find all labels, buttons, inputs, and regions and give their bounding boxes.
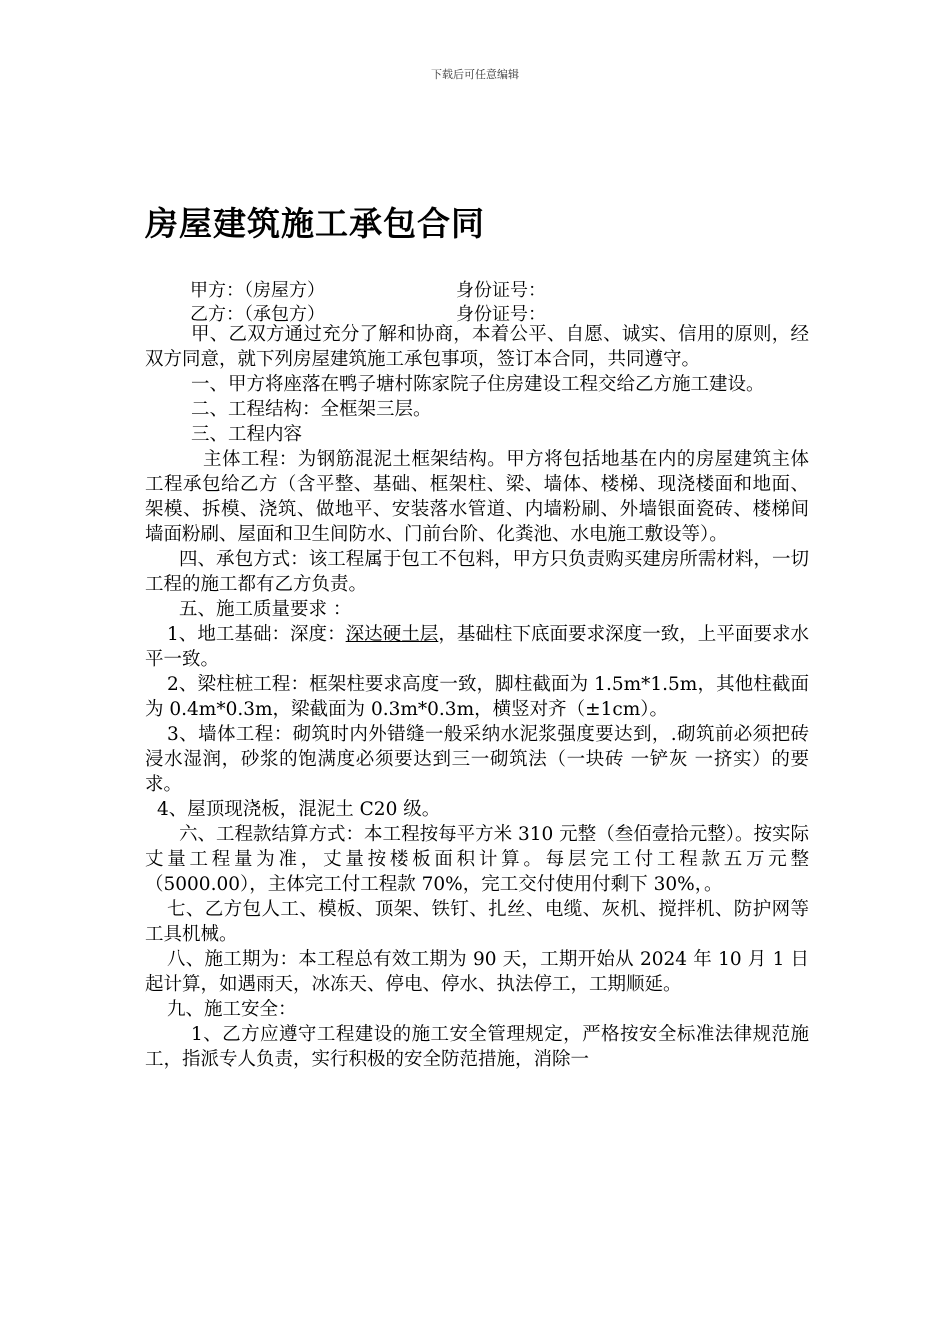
party-a-id-label: 身份证号： xyxy=(456,280,546,301)
section-5-heading: 五、施工质量要求 ： xyxy=(179,599,352,620)
quality-item-1-text: 1、地工基础：深度： xyxy=(167,624,346,645)
document-title: 房屋建筑施工承包合同 xyxy=(145,204,485,243)
section-4: 四、承包方式：该工程属于包工不包料，甲方只负责购买建房所需材料，一切工程的施工都有乙方负责。 xyxy=(145,549,809,595)
section-7: 七、乙方包人工、模板、顶架、铁钉、扎丝、电缆、灰机、搅拌机、防护网等工具机械。 xyxy=(145,899,809,945)
party-a-line xyxy=(190,276,546,302)
header-note: 下载后可任意编辑 xyxy=(431,68,519,81)
section-3-heading: 三、工程内容 xyxy=(191,424,303,445)
quality-item-1 xyxy=(145,622,809,672)
quality-item-1-underlined: 深达硬土层 xyxy=(345,624,439,645)
section-8: 八、施工期为：本工程总有效工期为 90 天，工期开始从 2024 年 10 月 1 日起计算，如遇雨天，冰冻天、停电、停水、执法停工，工期顺延。 xyxy=(145,949,809,995)
quality-item-2: 2、梁柱桩工程：框架柱要求高度一致，脚柱截面为 1.5m*1.5m，其他柱截面为 0.4m*0.3m，梁截面为 0.3m*0.3m，横竖对齐（±1cm）。 xyxy=(145,674,809,720)
section-3-body: 主体工程：为钢筋混泥土框架结构。甲方将包括地基在内的房屋建筑主体工程承包给乙方（含平整、基础、框架柱、梁、墙体、楼梯、现浇楼面和地面、架模、拆模、浇筑、做地平、安装落水管道、内墙粉刷、外墙银面瓷砖、楼梯间墙面粉刷、屋面和卫生间防水、门前台阶、化粪池、水电施工敷设等）。 xyxy=(145,449,809,545)
section-9-heading: 九、施工安全： xyxy=(167,999,297,1020)
quality-item-4: 4、屋顶现浇板，混泥土 C20 级。 xyxy=(157,799,441,820)
intro-paragraph: 甲、乙双方通过充分了解和协商，本着公平、自愿、诚实、信用的原则，经双方同意，就下列房屋建筑施工承包事项，签订本合同，共同遵守。 xyxy=(145,324,809,370)
quality-item-3: 3、墙体工程：砌筑时内外错缝一般采纳水泥浆强度要达到，.砌筑前必须把砖浸水湿润，砂浆的饱满度必须要达到三一砌筑法（一块砖 一铲灰 一挤实）的要求。 xyxy=(145,724,809,795)
party-b-label: 乙方：（承包方） xyxy=(190,304,325,325)
section-2: 二、工程结构：全框架三层。 xyxy=(191,399,432,420)
party-b-id-label: 身份证号： xyxy=(456,304,546,325)
party-a-label: 甲方：（房屋方） xyxy=(190,280,325,301)
section-1: 一、甲方将座落在鸭子塘村陈家院子住房建设工程交给乙方施工建设。 xyxy=(191,374,765,395)
contract-body xyxy=(145,322,809,1072)
section-6: 六、工程款结算方式：本工程按每平方米 310 元整（叁佰壹拾元整）。按实际丈量工程量为准，丈量按楼板面积计算。每层完工付工程款五万元整（5000.00），主体完工付工程款 70%，完工交付使用付剩下 30%，。 xyxy=(145,824,809,895)
quality-item-1-rest: ，基础柱下底面要求深度一致，上平面要求水平一致。 xyxy=(145,624,809,670)
section-9-item-1: 1、乙方应遵守工程建设的施工安全管理规定，严格按安全标准法律规范施工，指派专人负责，实行积极的安全防范措施，消除一 xyxy=(145,1024,809,1070)
